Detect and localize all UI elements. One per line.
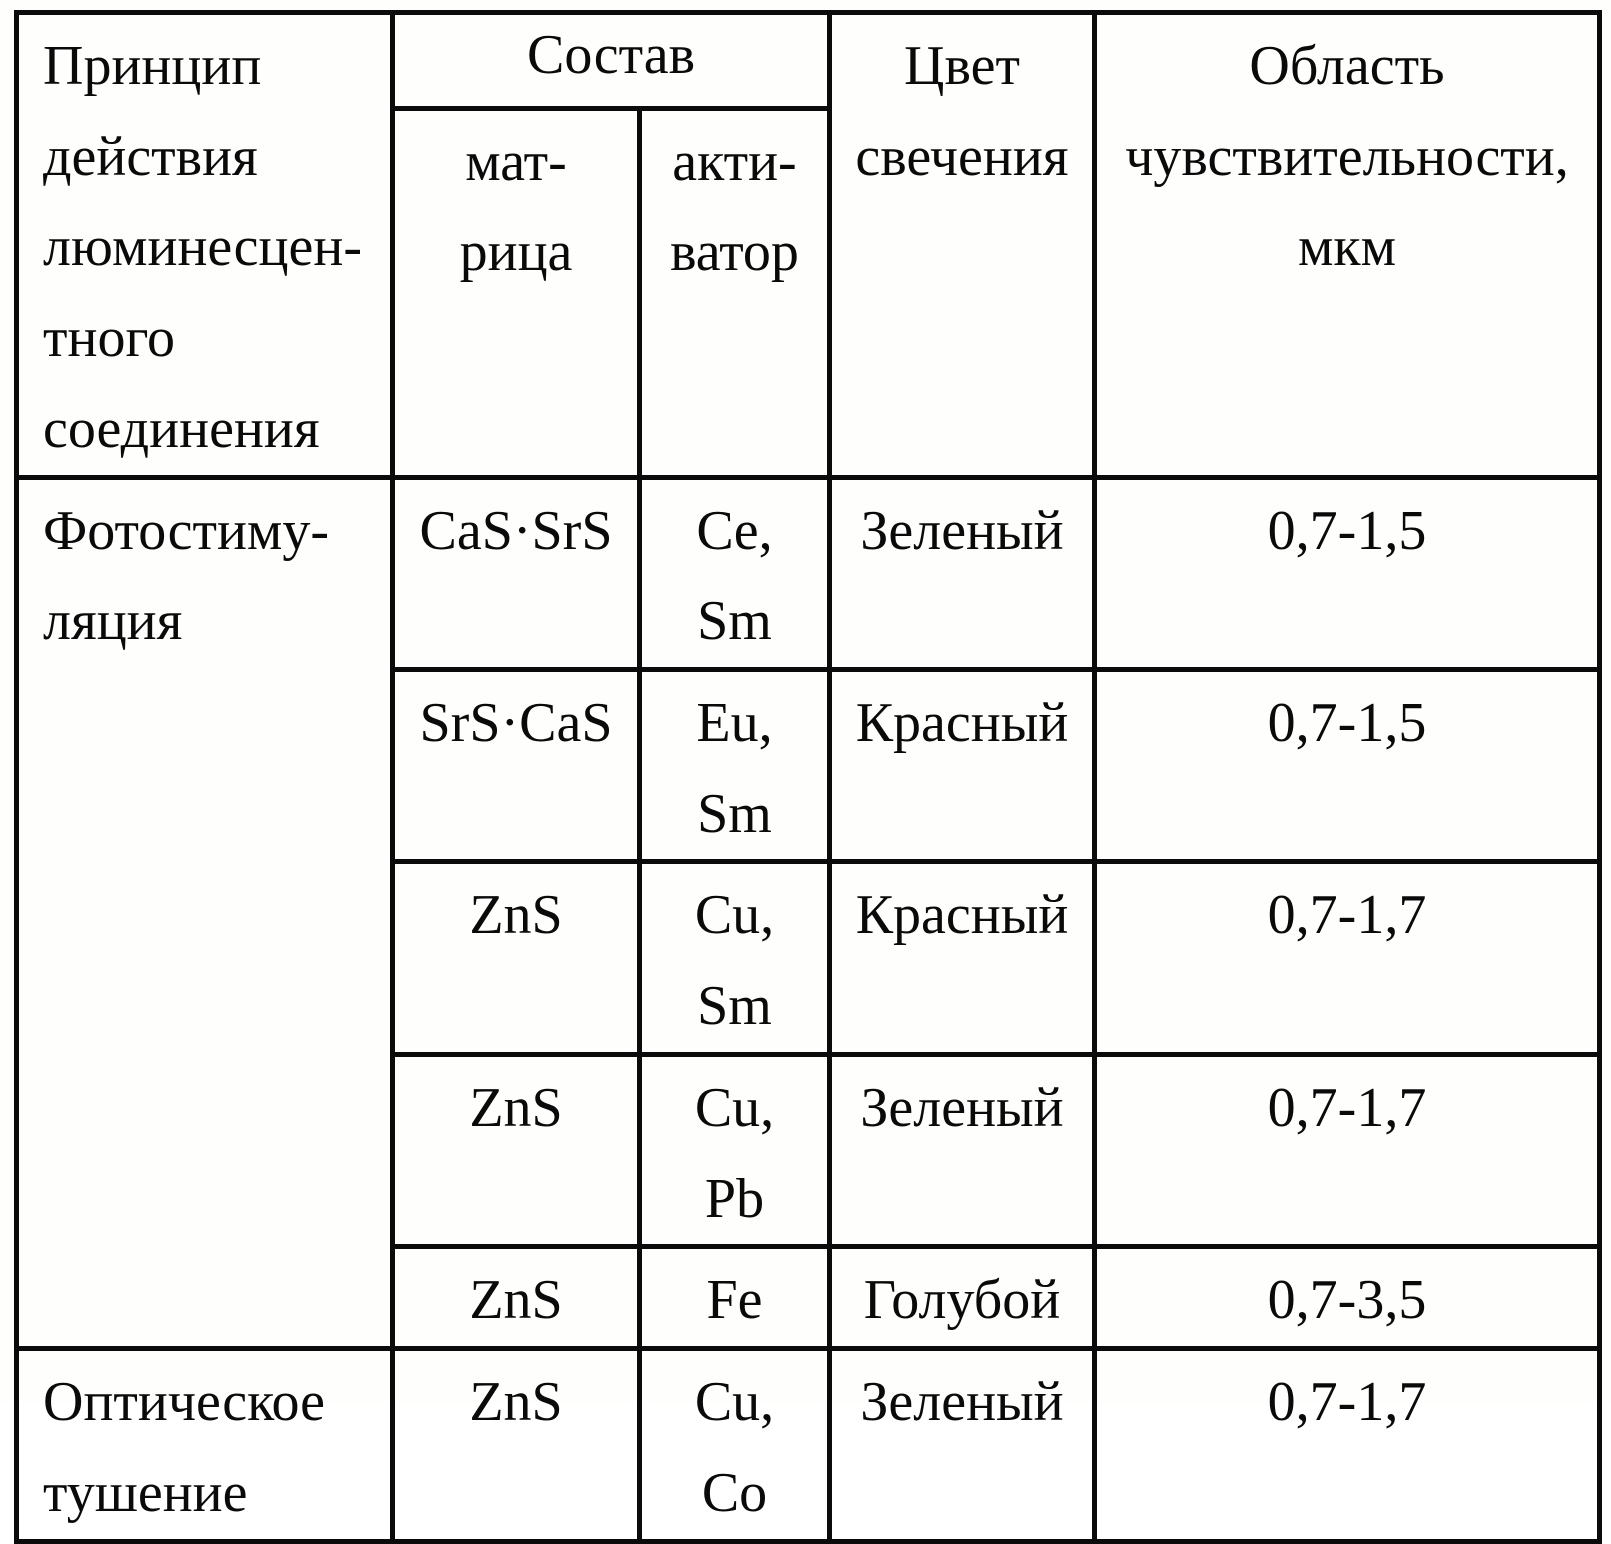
cell-r4-activator: Cu, Pb [640,1054,830,1246]
luminescent-compounds-table [14,10,1602,1544]
header-matrix: мат- рица [393,108,640,477]
cell-r3-color: Красный [830,862,1095,1054]
cell-r6-sensitivity: 0,7-1,7 [1095,1349,1600,1541]
header-principle: Принцип действия люминесцен- тного соединения [17,13,393,478]
cell-r4-sensitivity: 0,7-1,7 [1095,1054,1600,1246]
cell-r2-sensitivity: 0,7-1,5 [1095,670,1600,862]
cell-r4-color: Зеленый [830,1054,1095,1246]
cell-r2-color: Красный [830,670,1095,862]
table-row [17,1349,1600,1541]
cell-r3-matrix: ZnS [393,862,640,1054]
cell-r2-matrix: SrS·CaS [393,670,640,862]
header-sensitivity: Область чувствительности, мкм [1095,13,1600,478]
header-color: Цвет свечения [830,13,1095,478]
cell-group-optical-quenching: Оптическое тушение [17,1349,393,1541]
cell-r3-sensitivity: 0,7-1,7 [1095,862,1600,1054]
cell-r1-sensitivity: 0,7-1,5 [1095,477,1600,669]
table-row [17,477,1600,669]
cell-r6-color: Зеленый [830,1349,1095,1541]
header-composition: Состав [393,13,830,109]
cell-r5-color: Голубой [830,1247,1095,1349]
header-activator: акти- ватор [640,108,830,477]
cell-r5-activator: Fe [640,1247,830,1349]
cell-r2-activator: Eu, Sm [640,670,830,862]
cell-r5-sensitivity: 0,7-3,5 [1095,1247,1600,1349]
cell-group-photostimulation: Фотостиму- ляция [17,477,393,1348]
cell-r5-matrix: ZnS [393,1247,640,1349]
cell-r3-activator: Cu, Sm [640,862,830,1054]
cell-r1-color: Зеленый [830,477,1095,669]
cell-r6-matrix: ZnS [393,1349,640,1541]
cell-r6-activator: Cu, Co [640,1349,830,1541]
cell-r1-matrix: CaS·SrS [393,477,640,669]
cell-r1-activator: Ce, Sm [640,477,830,669]
cell-r4-matrix: ZnS [393,1054,640,1246]
